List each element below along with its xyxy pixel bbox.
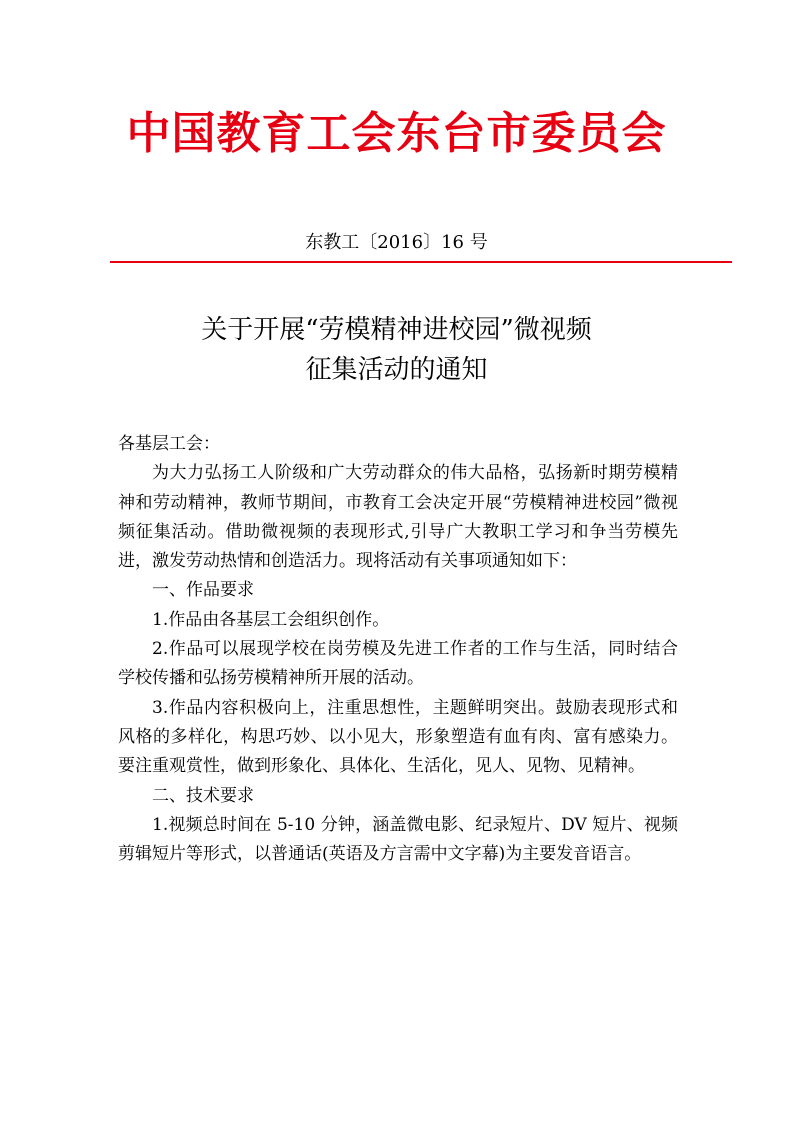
salutation: 各基层工会：: [118, 434, 220, 454]
notice-body: [118, 430, 678, 869]
section-heading-technical: 二、技术要求: [152, 785, 254, 806]
works-requirement-2: 2.作品可以展现学校在岗劳模及先进工作者的工作与生活，同时结合学校传播和弘扬劳模精神所开展的活动。: [118, 639, 678, 689]
notice-title: [0, 310, 793, 390]
document-number: 东教工〔2016〕16 号: [305, 232, 488, 253]
org-title: 中国教育工会东台市委员会: [126, 108, 667, 159]
works-requirement-1: 1.作品由各基层工会组织创作。: [152, 609, 390, 630]
technical-requirement-1: 1.视频总时间在 5-10 分钟，涵盖微电影、纪录短片、DV 短片、视频剪辑短片等形式，以普通话(英语及方言需中文字幕)为主要发音语言。: [118, 814, 678, 865]
works-requirement-3: 3.作品内容积极向上，注重思想性，主题鲜明突出。鼓励表现形式和风格的多样化，构思巧妙、以小见大，形象塑造有血有肉、富有感染力。要注重观赏性，做到形象化、具体化、生活化，见人、见物、见精神。: [118, 697, 678, 777]
section-heading-works: 一、作品要求: [152, 580, 254, 601]
notice-title-line-2: 征集活动的通知: [305, 355, 488, 385]
intro-paragraph: 为大力弘扬工人阶级和广大劳动群众的伟大品格，弘扬新时期劳模精神和劳动精神，教师节期间，市教育工会决定开展“劳模精神进校园”微视频征集活动。借助微视频的表现形式,引导广大教职工学习和争当劳模先进，激发劳动热情和创造活力。现将活动有关事项通知如下：: [118, 463, 678, 572]
notice-title-line-1: 关于开展“劳模精神进校园”微视频: [201, 315, 592, 345]
red-divider-line: [110, 261, 732, 263]
